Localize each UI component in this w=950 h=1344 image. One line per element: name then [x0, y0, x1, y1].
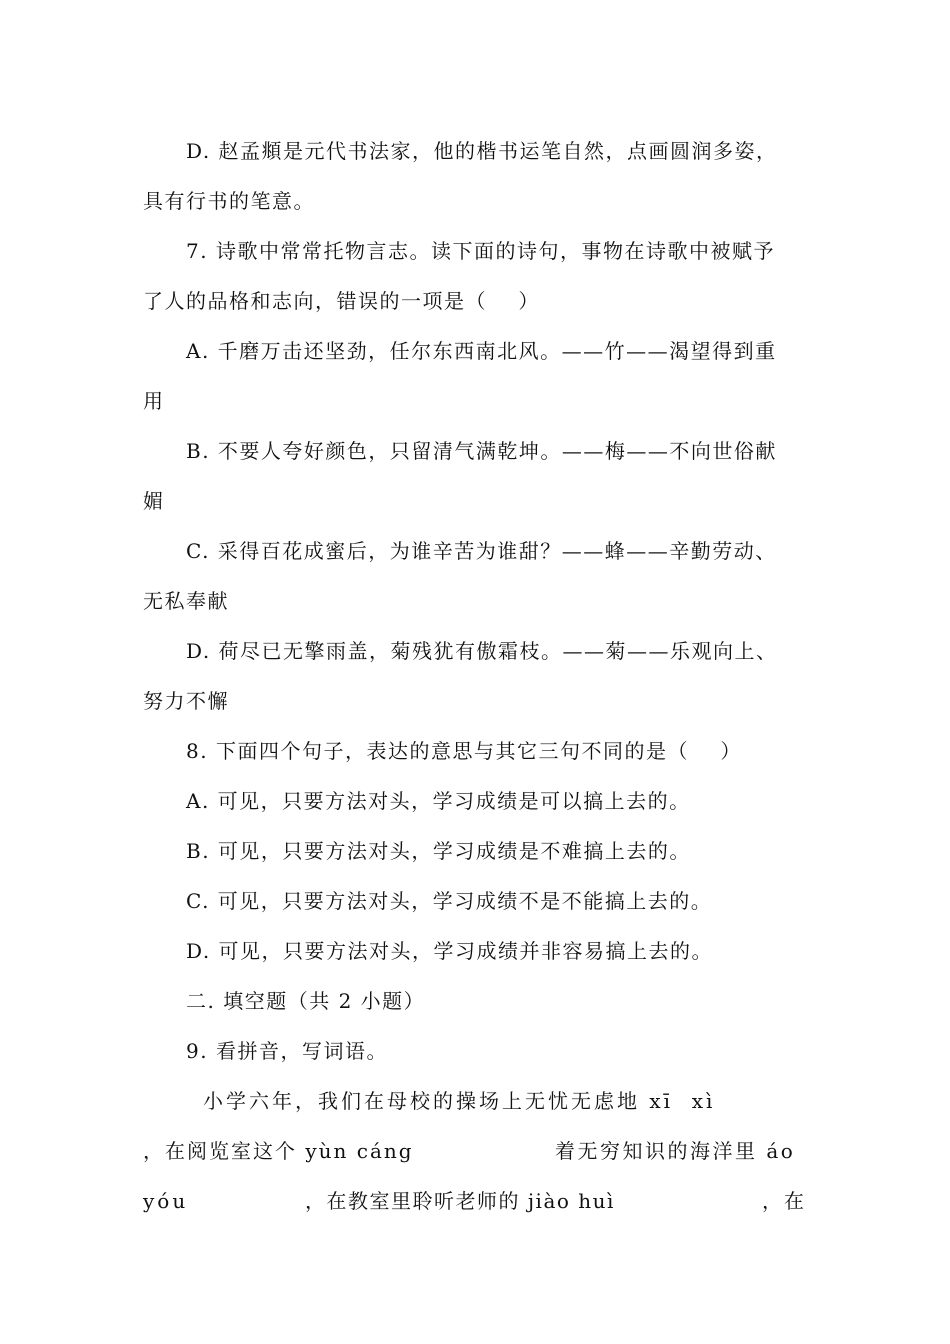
passage-line-2-start: ，在阅览室这个 yùn cáng — [143, 1139, 414, 1163]
option-7d-line-1: D. 荷尽已无擎雨盖，菊残犹有傲霜枝。——菊——乐观向上、 — [186, 639, 778, 663]
option-6d-line-1: D. 赵孟頫是元代书法家，他的楷书运笔自然，点画圆润多姿， — [186, 139, 778, 163]
option-7b-line-2: 媚 — [143, 489, 165, 513]
passage-line-1: 小学六年，我们在母校的操场上无忧无虑地 xī xì — [203, 1089, 716, 1113]
section-heading: 二. 填空题（共 2 小题） — [186, 989, 426, 1013]
option-8c: C. 可见，只要方法对头，学习成绩不是不能搞上去的。 — [186, 889, 713, 913]
option-8a: A. 可见，只要方法对头，学习成绩是可以搞上去的。 — [186, 789, 691, 813]
passage-line-3-end: ，在 — [762, 1189, 806, 1213]
option-7a-line-2: 用 — [143, 389, 165, 413]
option-6d-line-2: 具有行书的笔意。 — [143, 189, 315, 213]
option-8d: D. 可见，只要方法对头，学习成绩并非容易搞上去的。 — [186, 939, 714, 963]
option-7a-line-1: A. 千磨万击还坚劲，任尔东西南北风。——竹——渴望得到重 — [186, 339, 777, 363]
passage-line-2-end: 着无穷知识的海洋里 áo — [555, 1139, 796, 1163]
option-8b: B. 可见，只要方法对头，学习成绩是不难搞上去的。 — [186, 839, 691, 863]
passage-line-3-pinyin: yóu — [143, 1189, 189, 1213]
option-7d-line-2: 努力不懈 — [143, 689, 229, 713]
question-8: 8. 下面四个句子，表达的意思与其它三句不同的是（ ） — [186, 739, 742, 763]
option-7c-line-1: C. 采得百花成蜜后，为谁辛苦为谁甜？——蜂——辛勤劳动、 — [186, 539, 777, 563]
question-7-line-2: 了人的品格和志向，错误的一项是（ ） — [143, 289, 540, 313]
question-9: 9. 看拼音，写词语。 — [186, 1039, 388, 1063]
option-7b-line-1: B. 不要人夸好颜色，只留清气满乾坤。——梅——不向世俗献 — [186, 439, 777, 463]
option-7c-line-2: 无私奉献 — [143, 589, 229, 613]
passage-line-3-middle: ，在教室里聆听老师的 jiào huì — [305, 1189, 615, 1213]
question-7-line-1: 7. 诗歌中常常托物言志。读下面的诗句，事物在诗歌中被赋予 — [186, 239, 775, 263]
